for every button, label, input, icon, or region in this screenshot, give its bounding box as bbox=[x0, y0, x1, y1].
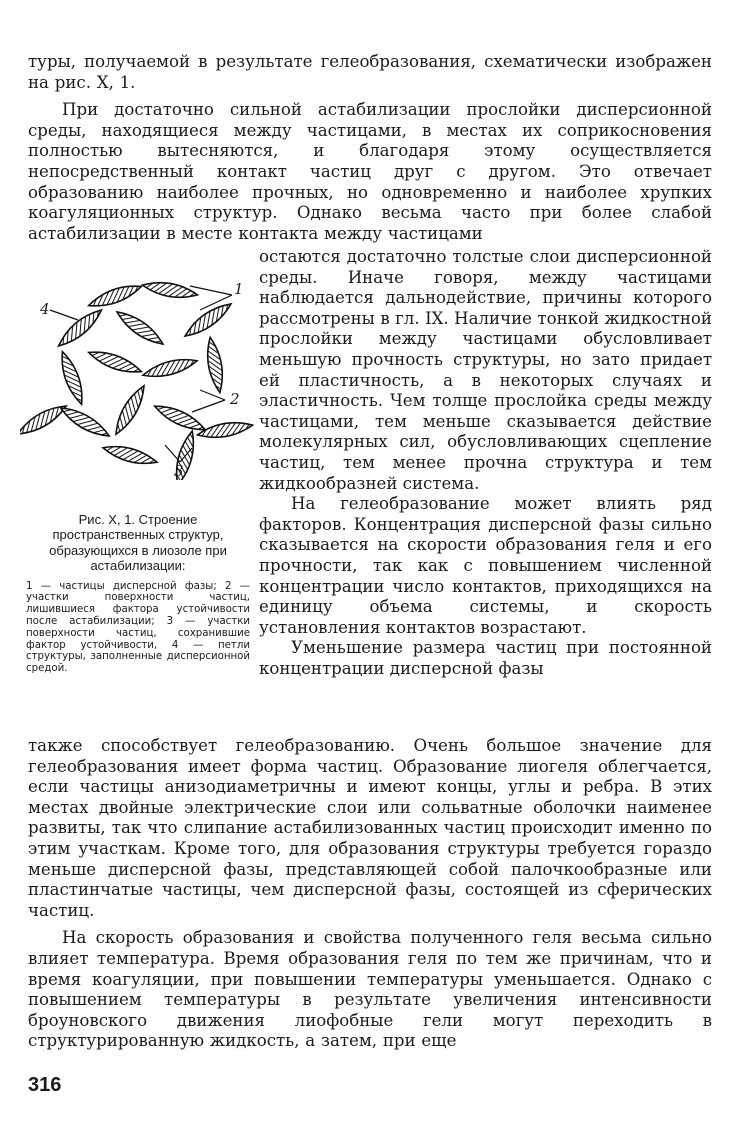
bottom-text-block bbox=[28, 736, 712, 1052]
paragraph-5: На скорость образования и свойства полученного геля весьма сильно влияет температура. Время образования геля по тем же причинам, что и время коагуляции, при повышении температуры уменьшается. Однако с повышением температуры в результате увеличения интенсивности броуновского движения лиофобные гели могут переходить в структурированную жидкость, а затем, при еще bbox=[28, 928, 712, 1051]
paragraph-4-continued: также способствует гелеобразованию. Очень большое значение для гелеобразования имеет форма частиц. Образование лиогеля облегчается, если частицы анизодиаметричны и имеют концы, углы и ребра. В этих местах двойные электрические слои или сольватные оболочки наименее развиты, так что слипание астабилизованных частиц происходит именно по этим участкам. Кроме того, для образования структуры требуется гораздо меньше дисперсной фазы, представляющей собой палочкообразные или пластинчатые частицы, чем дисперсной фазы, состоящей из сферических частиц. bbox=[28, 736, 712, 920]
figure-label-4: 4 bbox=[40, 300, 50, 318]
figure-label-3: 3 bbox=[174, 462, 184, 480]
paragraph-2: При достаточно сильной астабилизации прослойки дисперсионной среды, находящиеся между частицами, в местах их соприкосновения полностью вытесняются, и благодаря этому осуществляется непосредственный контакт частиц друг с другом. Это отвечает образованию наиболее прочных, но одновременно и наиболее хрупких коагуляционных структур. Однако весьма часто при более слабой астабилизации в месте контакта между частицами bbox=[28, 100, 712, 243]
paragraph-4-start: Уменьшение размера частиц при постоянной концентрации дисперсной фазы bbox=[259, 638, 712, 678]
structure-figure bbox=[20, 250, 258, 480]
figure-label-2: 2 bbox=[230, 390, 240, 408]
paragraph-1: туры, получаемой в результате гелеобразования, схематически изображен на рис. X, 1. bbox=[28, 52, 712, 92]
figure-caption-legend: 1 — частицы дисперсной фазы; 2 — участки поверхности частиц, лишившиеся фактора устойчивости после астабилизации; 3 — участки поверхности частиц, сохранившие фактор устойчивости, 4 — петли структуры, заполненные дисперсионной средой. bbox=[26, 580, 250, 675]
figure-caption-title: Рис. X, 1. Строение пространственных структур, образующихся в лиозоле при астабилизации: bbox=[49, 512, 227, 574]
top-text-block bbox=[28, 52, 712, 244]
page-number: 316 bbox=[28, 1074, 62, 1096]
figure-caption bbox=[26, 512, 250, 675]
particle-network bbox=[20, 279, 254, 480]
paragraph-3: На гелеобразование может влиять ряд факторов. Концентрация дисперсной фазы сильно сказывается на скорости образования геля и его прочности, так как с повышением численной концентрации число контактов, приходящихся на единицу объема системы, и скорость установления контактов возрастают. bbox=[259, 494, 712, 637]
paragraph-2-continued: остаются достаточно толстые слои дисперсионной среды. Иначе говоря, между частицами наблюдается дальнодействие, причины которого рассмотрены в гл. IX. Наличие тонкой жидкостной прослойки между частицами обусловливает меньшую прочность структуры, но зато придает ей пластичность, а в некоторых случаях и эластичность. Чем толще прослойка среды между частицами, тем меньше сказывается действие молекулярных сил, обусловливающих сцепление частиц, тем менее прочна структура и тем жидкообразней система. bbox=[259, 247, 712, 493]
gel-structure-diagram bbox=[20, 250, 258, 480]
figure-label-1: 1 bbox=[234, 280, 244, 298]
side-text-block bbox=[259, 247, 712, 679]
